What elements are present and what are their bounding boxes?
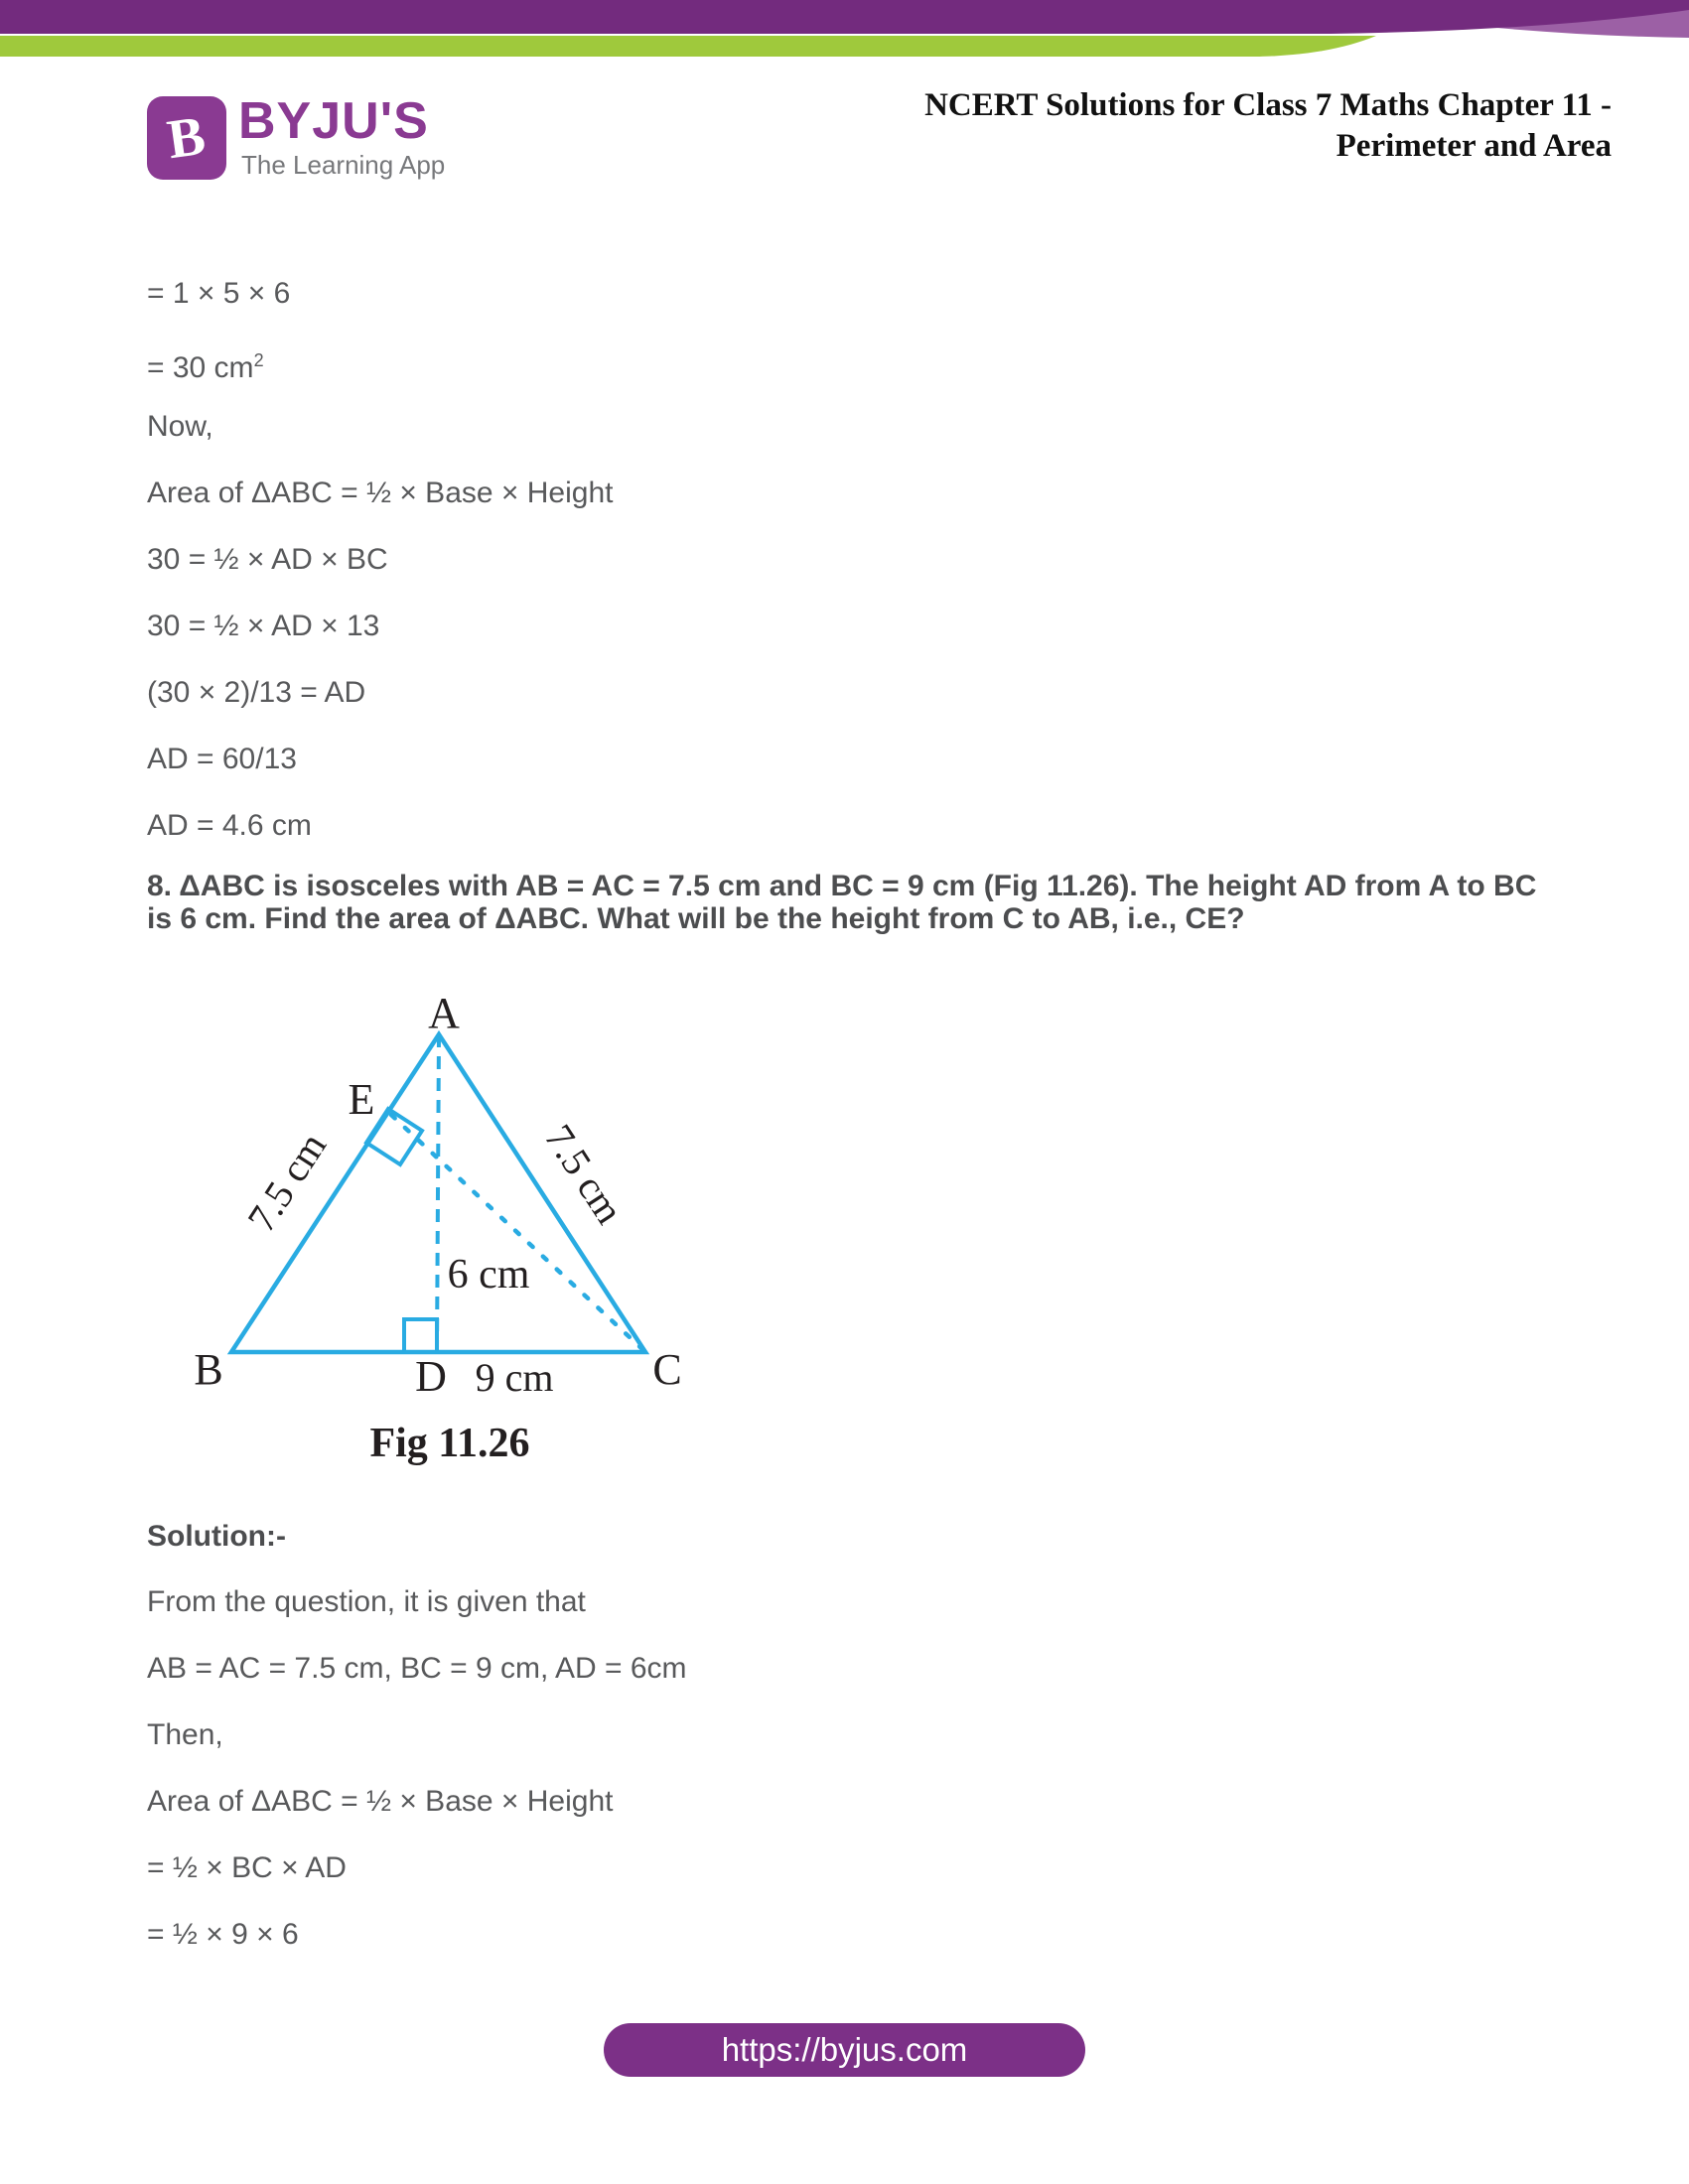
height-ad-measure: 6 cm	[447, 1252, 530, 1297]
solution-line: = ½ × 9 × 6	[147, 1918, 299, 1951]
figure-caption: Fig 11.26	[369, 1421, 530, 1466]
solution-line: Then,	[147, 1718, 223, 1751]
side-ac-measure: 7.5 cm	[535, 1116, 633, 1232]
banner-green-stripe	[0, 36, 1376, 57]
figure-11-26	[169, 988, 705, 1484]
work-line: Area of ΔABC = ½ × Base × Height	[147, 477, 614, 509]
solution-block	[147, 1521, 687, 1985]
byjus-brand-text: BYJU'S	[238, 92, 429, 150]
question-8	[147, 870, 1617, 935]
side-ab-measure: 7.5 cm	[238, 1124, 336, 1240]
work-line-text: = 30 cm	[147, 351, 254, 384]
solution-line: = ½ × BC × AD	[147, 1851, 347, 1884]
byjus-url-button[interactable]	[604, 2023, 1085, 2077]
solution-line: Area of ΔABC = ½ × Base × Height	[147, 1785, 614, 1818]
work-line: AD = 60/13	[147, 743, 297, 775]
vertex-label-c: C	[652, 1345, 682, 1394]
top-banner	[0, 0, 1689, 99]
work-line: AD = 4.6 cm	[147, 809, 312, 842]
base-bc-measure: 9 cm	[475, 1355, 554, 1400]
byjus-logo	[147, 96, 226, 180]
work-line: = 1 × 5 × 6	[147, 277, 291, 310]
banner-purple-swoosh	[0, 0, 1689, 34]
vertex-label-d: D	[415, 1352, 447, 1401]
vertex-label-b: B	[194, 1345, 223, 1394]
page-title-line1: NCERT Solutions for Class 7 Maths Chapter 11 -	[924, 87, 1612, 123]
altitude-ad-dashed-line	[437, 1034, 439, 1352]
work-line	[147, 344, 613, 411]
question-8-line1: 8. ΔABC is isosceles with AB = AC = 7.5 cm and BC = 9 cm (Fig 11.26). The height AD from A to BC	[147, 870, 1537, 902]
page-title-line2: Perimeter and Area	[1336, 128, 1612, 164]
vertex-label-e: E	[348, 1075, 375, 1124]
work-line: 30 = ½ × AD × 13	[147, 610, 380, 642]
question-8-line2: is 6 cm. Find the area of ΔABC. What will be the height from C to AB, i.e., CE?	[147, 902, 1245, 935]
work-line: 30 = ½ × AD × BC	[147, 543, 388, 576]
altitude-ce-dotted-line	[391, 1115, 643, 1350]
solution-heading: Solution:-	[147, 1520, 286, 1553]
right-angle-marker-d	[404, 1319, 437, 1352]
vertex-label-a: A	[428, 989, 460, 1037]
solution-line: AB = AC = 7.5 cm, BC = 9 cm, AD = 6cm	[147, 1652, 687, 1685]
superscript: 2	[253, 350, 264, 370]
byjus-url-text: https://byjus.com	[721, 2031, 968, 2068]
page-title	[924, 85, 1612, 167]
work-line: Now,	[147, 410, 213, 443]
solution-line: From the question, it is given that	[147, 1585, 586, 1618]
working-steps	[147, 278, 613, 877]
byjus-tagline: The Learning App	[241, 150, 446, 180]
work-line: (30 × 2)/13 = AD	[147, 676, 366, 709]
byjus-logo-b-icon: B	[164, 104, 210, 172]
